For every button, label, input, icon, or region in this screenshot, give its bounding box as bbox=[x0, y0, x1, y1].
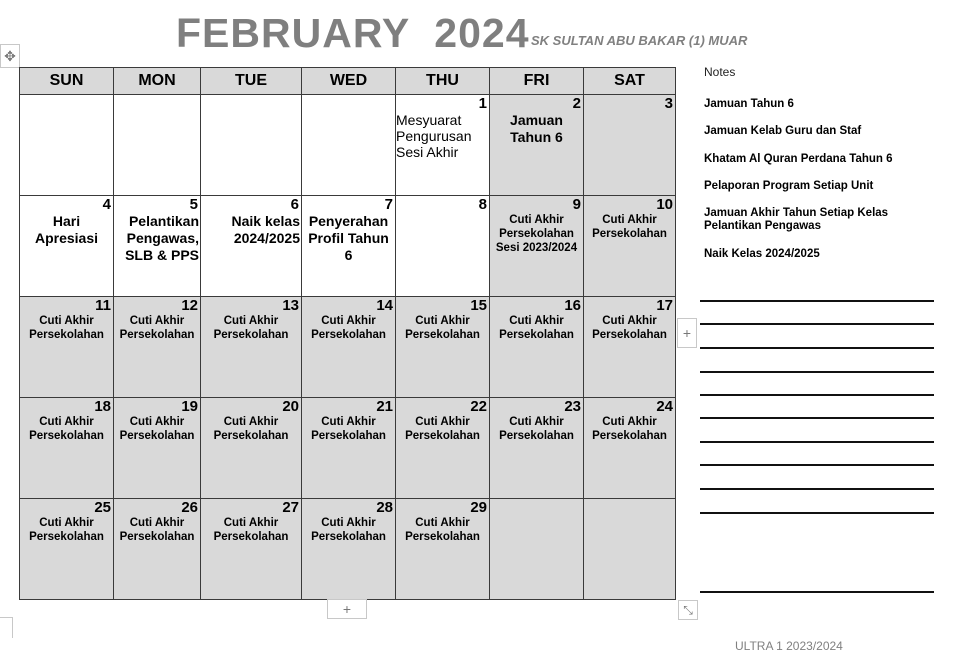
day-number bbox=[20, 95, 113, 96]
day-cell[interactable] bbox=[114, 398, 201, 499]
weekday-header: MON bbox=[114, 68, 201, 95]
day-number: 3 bbox=[664, 95, 673, 112]
day-cell[interactable] bbox=[302, 499, 396, 600]
event-label: Cuti Akhir Persekolahan bbox=[213, 517, 289, 543]
note-line bbox=[700, 591, 934, 593]
day-cell[interactable] bbox=[490, 398, 584, 499]
day-number: 6 bbox=[290, 196, 299, 213]
event-label: Cuti Akhir Persekolahan bbox=[311, 315, 386, 341]
note-line bbox=[700, 464, 934, 466]
note-line bbox=[700, 417, 934, 419]
event-label: Cuti Akhir Persekolahan bbox=[29, 315, 104, 341]
day-cell[interactable] bbox=[490, 196, 584, 297]
day-cell[interactable] bbox=[302, 297, 396, 398]
day-cell[interactable] bbox=[396, 297, 490, 398]
day-cell[interactable] bbox=[20, 398, 114, 499]
day-number: 11 bbox=[95, 297, 111, 314]
day-cell[interactable] bbox=[201, 196, 302, 297]
week-row bbox=[20, 499, 676, 600]
day-cell[interactable] bbox=[114, 196, 201, 297]
weekday-header: TUE bbox=[201, 68, 302, 95]
note-item: Jamuan Akhir Tahun Setiap Kelas bbox=[704, 207, 889, 219]
note-line bbox=[700, 488, 934, 490]
event-label: Penyerahan Profil Tahun 6 bbox=[308, 213, 389, 263]
day-number: 29 bbox=[470, 499, 487, 516]
day-cell[interactable] bbox=[490, 499, 584, 600]
day-cell[interactable] bbox=[114, 499, 201, 600]
note-item: Naik Kelas 2024/2025 bbox=[704, 248, 820, 260]
week-row bbox=[20, 398, 676, 499]
weekday-header: FRI bbox=[490, 68, 584, 95]
note-item: Pelaporan Program Setiap Unit bbox=[704, 180, 874, 192]
day-cell[interactable] bbox=[584, 398, 676, 499]
day-number bbox=[302, 95, 395, 96]
day-number: 12 bbox=[181, 297, 198, 314]
day-cell[interactable] bbox=[396, 398, 490, 499]
day-cell[interactable] bbox=[302, 196, 396, 297]
event-label: Cuti Akhir Persekolahan bbox=[405, 315, 480, 341]
table-move-handle-icon[interactable]: ✥ bbox=[0, 44, 20, 68]
event-label: Jamuan Tahun 6 bbox=[510, 112, 563, 145]
day-number: 27 bbox=[282, 499, 299, 516]
day-cell[interactable] bbox=[584, 95, 676, 196]
day-number: 8 bbox=[478, 196, 487, 213]
day-number: 23 bbox=[564, 398, 581, 415]
day-cell[interactable] bbox=[490, 297, 584, 398]
week-row bbox=[20, 297, 676, 398]
day-cell[interactable] bbox=[20, 297, 114, 398]
day-number: 19 bbox=[181, 398, 198, 415]
day-number: 7 bbox=[384, 196, 393, 213]
event-label: Cuti Akhir Persekolahan bbox=[119, 517, 195, 543]
day-number: 15 bbox=[470, 297, 487, 314]
day-number: 9 bbox=[572, 196, 581, 213]
event-label: Cuti Akhir Persekolahan bbox=[29, 517, 104, 543]
day-number: 14 bbox=[376, 297, 393, 314]
event-label: Cuti Akhir Persekolahan bbox=[119, 416, 195, 442]
event-label: Cuti Akhir Persekolahan bbox=[213, 315, 289, 341]
calendar-body bbox=[20, 95, 676, 600]
event-label: Cuti Akhir Persekolahan bbox=[213, 416, 289, 442]
day-number: 10 bbox=[656, 196, 673, 213]
event-label: Cuti Akhir Persekolahan bbox=[405, 416, 480, 442]
notes-title: Notes bbox=[704, 65, 736, 79]
note-line bbox=[700, 512, 934, 514]
add-row-icon[interactable]: + bbox=[327, 599, 367, 619]
day-number: 22 bbox=[470, 398, 487, 415]
day-cell[interactable] bbox=[114, 297, 201, 398]
day-cell[interactable] bbox=[201, 95, 302, 196]
day-cell[interactable] bbox=[396, 196, 490, 297]
table-resize-icon[interactable]: ⤡ bbox=[678, 600, 698, 620]
day-number: 28 bbox=[376, 499, 393, 516]
day-number: 25 bbox=[94, 499, 111, 516]
day-cell[interactable] bbox=[584, 196, 676, 297]
day-cell[interactable] bbox=[302, 398, 396, 499]
day-cell[interactable] bbox=[490, 95, 584, 196]
day-number: 20 bbox=[282, 398, 299, 415]
note-line bbox=[700, 441, 934, 443]
day-cell[interactable] bbox=[201, 398, 302, 499]
note-item: Khatam Al Quran Perdana Tahun 6 bbox=[704, 153, 893, 165]
day-number: 26 bbox=[181, 499, 198, 516]
note-line bbox=[700, 323, 934, 325]
day-number: 13 bbox=[282, 297, 299, 314]
day-number: 18 bbox=[94, 398, 111, 415]
event-label: Cuti Akhir Persekolahan bbox=[499, 416, 574, 442]
weekday-header-row bbox=[20, 68, 676, 95]
day-cell[interactable] bbox=[396, 499, 490, 600]
note-line bbox=[700, 347, 934, 349]
event-label: Cuti Akhir Persekolahan bbox=[119, 315, 195, 341]
day-number bbox=[114, 95, 200, 96]
weekday-header: WED bbox=[302, 68, 396, 95]
day-cell[interactable] bbox=[20, 196, 114, 297]
note-item: Pelantikan Pengawas bbox=[704, 220, 821, 232]
event-label: Hari Apresiasi bbox=[34, 213, 99, 246]
day-cell[interactable] bbox=[20, 499, 114, 600]
event-label: Naik kelas 2024/2025 bbox=[231, 213, 300, 246]
margin-marker bbox=[0, 617, 13, 638]
weekday-header: SAT bbox=[584, 68, 676, 95]
day-number bbox=[490, 499, 583, 500]
day-number: 1 bbox=[478, 95, 487, 112]
event-label: Cuti Akhir Persekolahan bbox=[499, 315, 574, 341]
event-label: Cuti Akhir Persekolahan bbox=[311, 517, 386, 543]
event-label: Cuti Akhir Persekolahan bbox=[592, 214, 667, 240]
week-row bbox=[20, 95, 676, 196]
note-line bbox=[700, 300, 934, 302]
note-line bbox=[700, 371, 934, 373]
day-cell[interactable] bbox=[302, 95, 396, 196]
school-name: SK SULTAN ABU BAKAR (1) MUAR bbox=[531, 33, 748, 48]
calendar-table bbox=[19, 67, 676, 600]
day-cell[interactable] bbox=[584, 499, 676, 600]
event-label: Cuti Akhir Persekolahan bbox=[311, 416, 386, 442]
weekday-header: THU bbox=[396, 68, 490, 95]
day-number: 2 bbox=[572, 95, 581, 112]
footer-text: ULTRA 1 2023/2024 bbox=[735, 639, 843, 653]
note-item: Jamuan Tahun 6 bbox=[704, 98, 794, 110]
event-label: Cuti Akhir Persekolahan bbox=[592, 315, 667, 341]
day-number: 24 bbox=[656, 398, 673, 415]
day-number: 21 bbox=[376, 398, 393, 415]
note-line bbox=[700, 394, 934, 396]
note-item: Jamuan Kelab Guru dan Staf bbox=[704, 125, 862, 137]
add-column-icon[interactable]: + bbox=[677, 318, 697, 348]
day-number: 5 bbox=[189, 196, 198, 213]
event-label: Cuti Akhir Persekolahan bbox=[29, 416, 104, 442]
day-number bbox=[584, 499, 675, 500]
weekday-header: SUN bbox=[20, 68, 114, 95]
event-label: Cuti Akhir Persekolahan bbox=[592, 416, 667, 442]
day-number bbox=[201, 95, 301, 96]
event-label: Cuti Akhir Persekolahan Sesi 2023/2024 bbox=[495, 214, 578, 254]
day-cell[interactable] bbox=[20, 95, 114, 196]
week-row bbox=[20, 196, 676, 297]
day-number: 4 bbox=[102, 196, 111, 213]
event-label: Mesyuarat Pengurusan Sesi Akhir bbox=[396, 112, 472, 160]
day-cell[interactable] bbox=[584, 297, 676, 398]
day-cell[interactable] bbox=[396, 95, 490, 196]
day-cell[interactable] bbox=[201, 499, 302, 600]
event-label: Pelantikan Pengawas, SLB & PPS bbox=[125, 213, 199, 263]
event-label: Cuti Akhir Persekolahan bbox=[405, 517, 480, 543]
page-title: FEBRUARY 2024 bbox=[176, 10, 530, 56]
day-number: 16 bbox=[564, 297, 581, 314]
day-cell[interactable] bbox=[114, 95, 201, 196]
day-cell[interactable] bbox=[201, 297, 302, 398]
day-number: 17 bbox=[656, 297, 673, 314]
